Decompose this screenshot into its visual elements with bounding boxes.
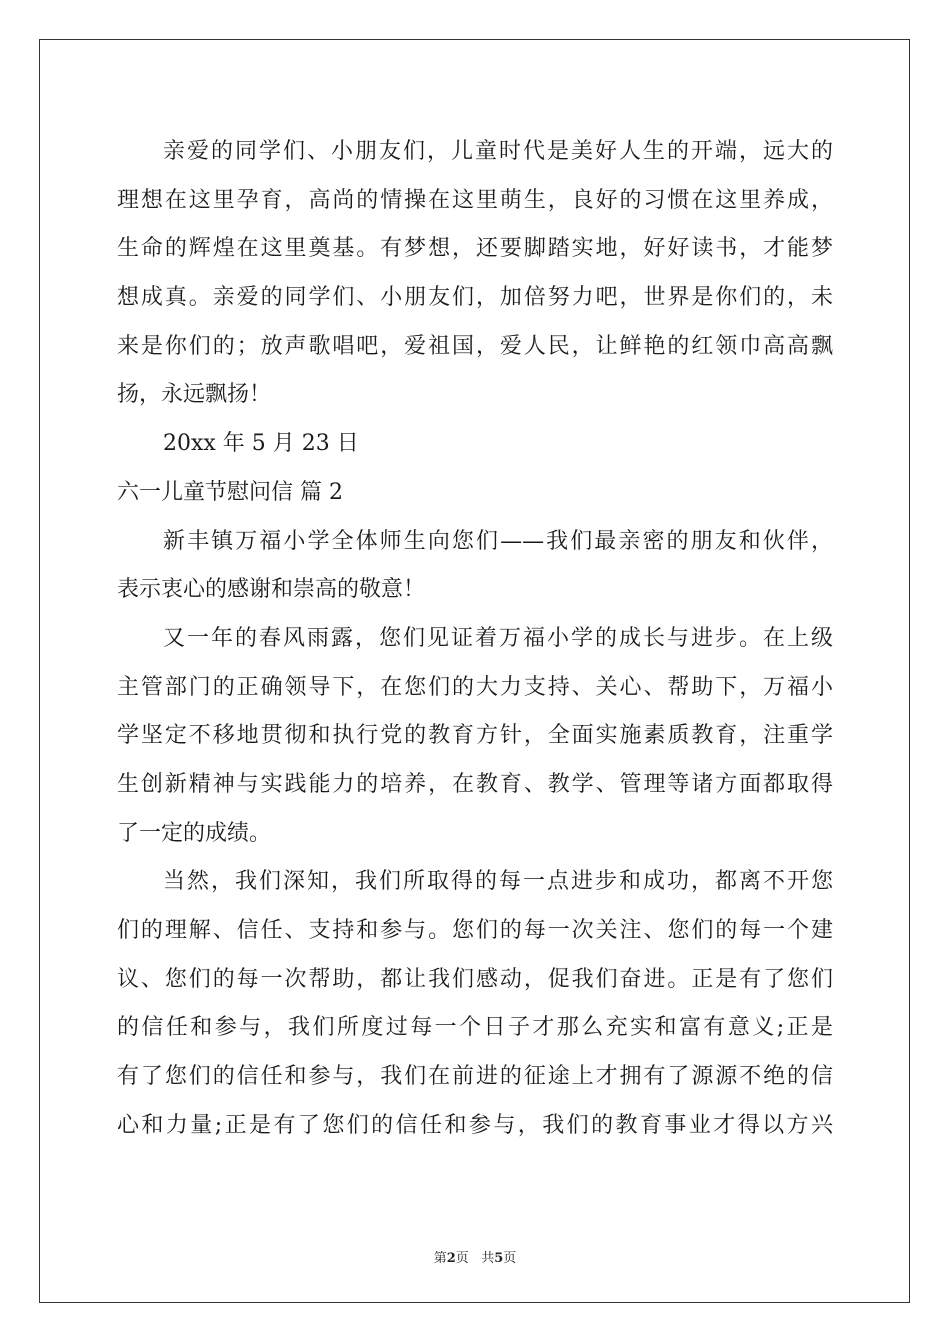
text-line: 又一年的春风雨露，您们见证着万福小学的成长与进步。在上级 (163, 625, 833, 651)
footer-total-prefix: 共 (481, 1251, 495, 1266)
text-line: 生命的辉煌在这里奠基。有梦想，还要脚踏实地，好好读书，才能梦 (117, 236, 833, 262)
footer-page-suffix: 页 (455, 1251, 469, 1266)
footer-total-suffix: 页 (503, 1251, 517, 1266)
current-page-number: 2 (446, 1251, 456, 1266)
text-line: 了一定的成绩。 (117, 820, 272, 846)
page-footer (0, 1247, 950, 1266)
text-line: 想成真。亲爱的同学们、小朋友们，加倍努力吧，世界是你们的，未 (117, 285, 833, 311)
text-line: 表示衷心的感谢和崇高的敬意！ (117, 577, 426, 603)
date-line: 20xx 年 5 月 23 日 (163, 431, 359, 457)
text-line: 生创新精神与实践能力的培养，在教育、教学、管理等诸方面都取得 (117, 771, 833, 797)
text-line: 新丰镇万福小学全体师生向您们——我们最亲密的朋友和伙伴， (163, 528, 833, 554)
text-line: 的信任和参与，我们所度过每一个日子才那么充实和富有意义;正是 (117, 1015, 833, 1041)
text-line: 学坚定不移地贯彻和执行党的教育方针，全面实施素质教育，注重学 (117, 723, 833, 749)
text-line: 主管部门的正确领导下，在您们的大力支持、关心、帮助下，万福小 (117, 674, 833, 700)
text-line: 当然，我们深知，我们所取得的每一点进步和成功，都离不开您 (163, 869, 833, 895)
document-body (117, 128, 833, 1150)
footer-prefix: 第 (433, 1251, 447, 1266)
section-heading: 六一儿童节慰问信 篇 2 (117, 479, 343, 505)
text-line: 来是你们的；放声歌唱吧，爱祖国，爱人民，让鲜艳的红领巾高高飘 (117, 333, 833, 359)
text-line: 亲爱的同学们、小朋友们，儿童时代是美好人生的开端，远大的 (163, 139, 833, 164)
total-page-number: 5 (494, 1251, 504, 1266)
text-line: 们的理解、信任、支持和参与。您们的每一次关注、您们的每一个建 (117, 918, 833, 943)
text-line: 议、您们的每一次帮助，都让我们感动，促我们奋进。正是有了您们 (117, 966, 833, 992)
text-line: 心和力量;正是有了您们的信任和参与，我们的教育事业才得以方兴 (117, 1112, 833, 1138)
text-line: 理想在这里孕育，高尚的情操在这里萌生，良好的习惯在这里养成， (117, 187, 833, 213)
text-line: 扬，永远飘扬！ (117, 382, 272, 408)
text-line: 有了您们的信任和参与，我们在前进的征途上才拥有了源源不绝的信 (117, 1064, 833, 1090)
